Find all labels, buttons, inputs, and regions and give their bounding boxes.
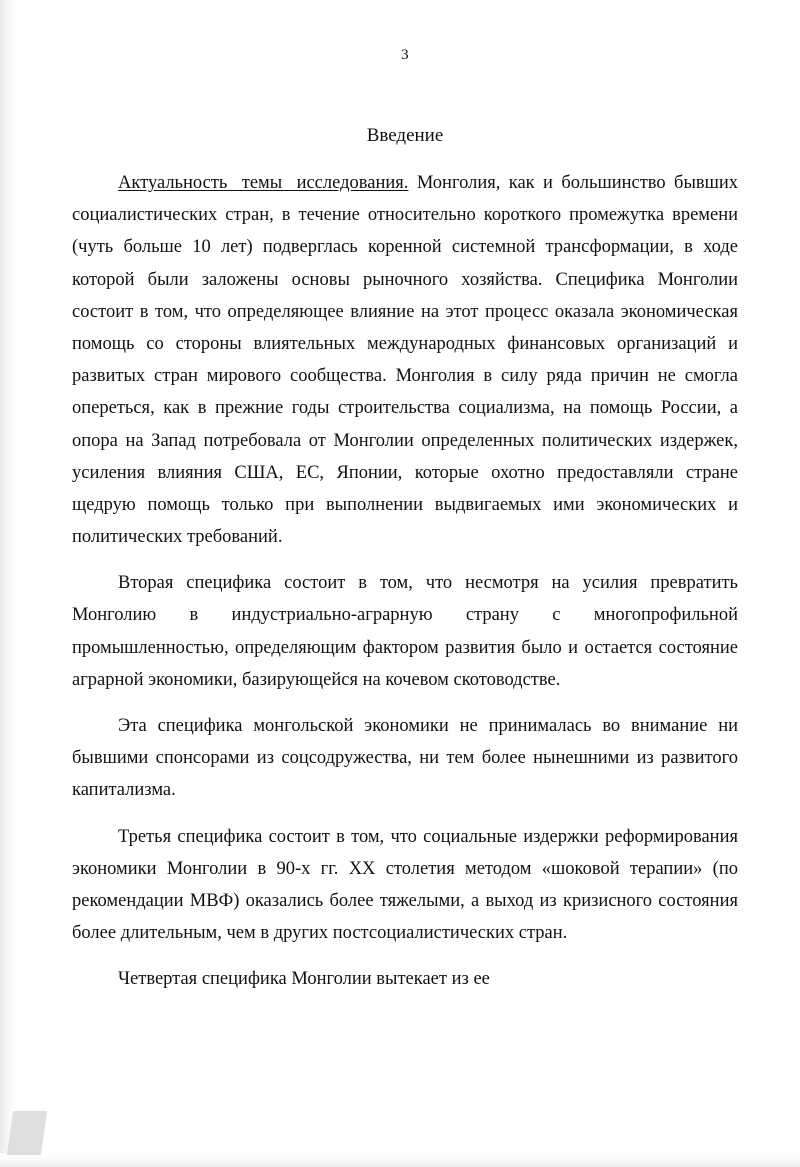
paragraph-3: Эта специфика монгольской экономики не принималась во внимание ни бывшими спонсорами из соцсодружества, ни тем более нынешними из развитого капитализма. [72,716,738,801]
paragraph-1 [72,167,738,553]
scan-corner-artifact [7,1111,47,1155]
page-number: 3 [401,47,409,63]
page-title: Введение [366,125,444,146]
paragraph-5: Четвертая специфика Монголии вытекает из ее [118,969,490,990]
paragraph-4: Третья специфика состоит в том, что социальные издержки реформирования экономики Монголии в 90-х гг. XX столетия методом «шоковой терапии» (по рекомендации МВФ) оказались более тяжелыми, а выход из кризисного состояния более длительным, чем в других постсоциалистических стран. [72,826,738,944]
paragraph-2: Вторая специфика состоит в том, что несмотря на усилия превратить Монголию в индустриально-аграрную страну с многопрофильной промышленностью, определяющим фактором развития было и остается состояние аграрной экономики, базирующейся на кочевом скотоводстве. [72,573,738,690]
scan-edge-artifact-bottom [0,1153,800,1167]
paragraph-1-lead: Актуальность темы исследования. [118,173,409,193]
paragraph-1-body: Монголия, как и большинство бывших социалистических стран, в течение относительно короткого промежутка времени (чуть больше 10 лет) подверглась коренной системной трансформации, в ходе которой были заложены основы рыночного хозяйства. Специфика Монголии состоит в том, что определяющее влияние на этот процесс оказала экономическая помощь со стороны влиятельных международных финансовых организаций и развитых стран мирового сообщества. Монголия в силу ряда причин не смогла опереться, как в прежние годы строительства социализма, на помощь России, а опора на Запад потребовала от Монголии определенных политических издержек, усиления влияния США, ЕС, Японии, которые охотно предоставляли стране щедрую помощь только при выполнении выдвигаемых ими экономических и политических требований. [72,173,739,548]
